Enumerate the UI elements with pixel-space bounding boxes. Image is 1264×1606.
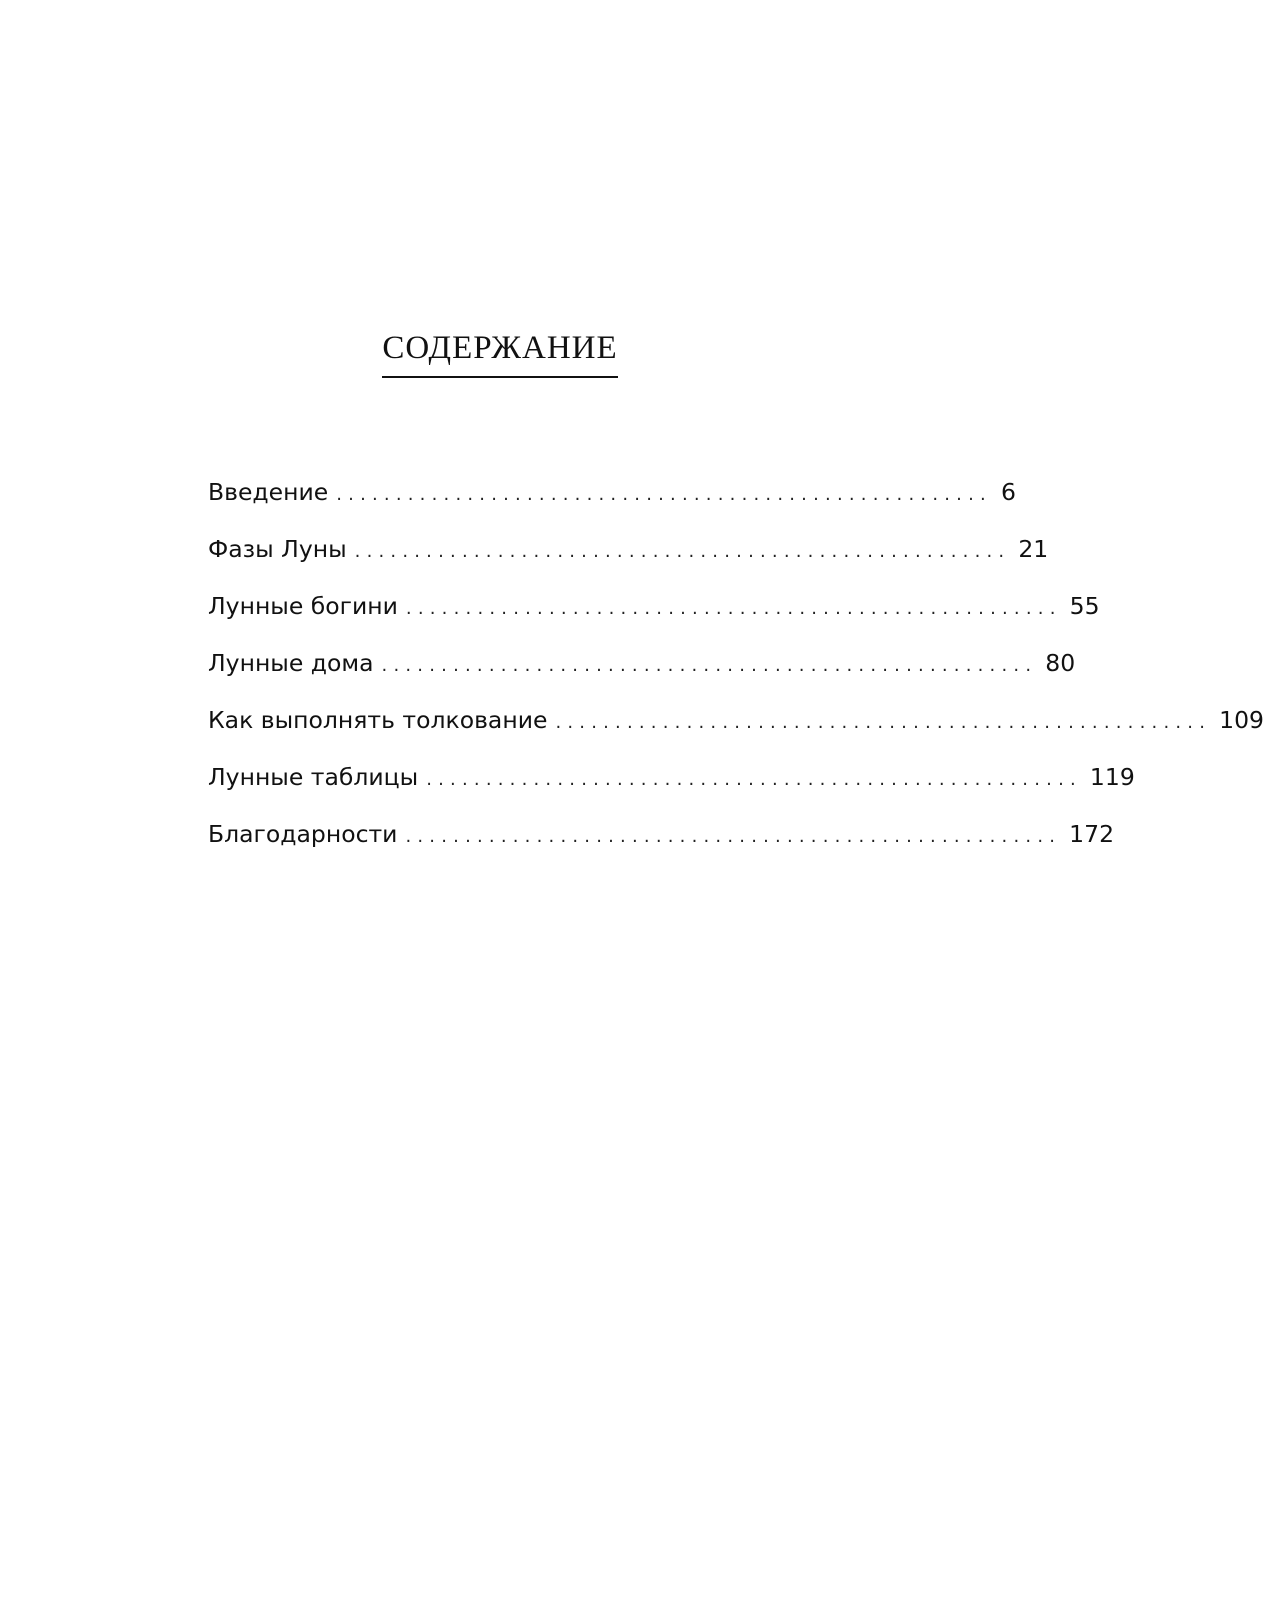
toc-entry — [208, 763, 1135, 820]
page-title: СОДЕРЖАНИЕ — [382, 330, 617, 378]
dot-leader: ....................................................... — [405, 826, 1062, 847]
dot-leader: ....................................................... — [405, 598, 1062, 619]
toc-entry-title: Фазы Луны — [208, 535, 347, 563]
toc-entry-page: 6 — [1000, 478, 1016, 506]
toc-entry-title: Введение — [208, 478, 329, 506]
toc-entry-title: Лунные таблицы — [208, 763, 419, 791]
dot-leader: ....................................................... — [426, 769, 1082, 790]
toc-entry — [208, 592, 1100, 649]
toc-entry-title: Лунные богини — [208, 592, 398, 620]
toc-entry-title: Лунные дома — [208, 649, 374, 677]
toc-entry-page: 21 — [1018, 535, 1049, 563]
dot-leader: ....................................................... — [555, 712, 1212, 733]
dot-leader: ....................................................... — [354, 541, 1011, 562]
toc-entry-title: Как выполнять толкование — [208, 706, 548, 734]
toc-entry — [208, 535, 1049, 592]
dot-leader: ....................................................... — [381, 655, 1038, 676]
title-block — [0, 330, 1000, 378]
toc-entry — [208, 820, 1115, 877]
toc-entry-page: 80 — [1045, 649, 1076, 677]
toc-entry — [208, 649, 1076, 706]
table-of-contents — [208, 478, 1264, 877]
toc-entry-page: 172 — [1069, 820, 1115, 848]
dot-leader: ....................................................... — [336, 484, 992, 505]
toc-entry-title: Благодарности — [208, 820, 398, 848]
toc-entry-page: 109 — [1219, 706, 1264, 734]
toc-entry — [208, 478, 1016, 535]
toc-entry — [208, 706, 1264, 763]
toc-entry-page: 55 — [1069, 592, 1100, 620]
toc-entry-page: 119 — [1089, 763, 1135, 791]
